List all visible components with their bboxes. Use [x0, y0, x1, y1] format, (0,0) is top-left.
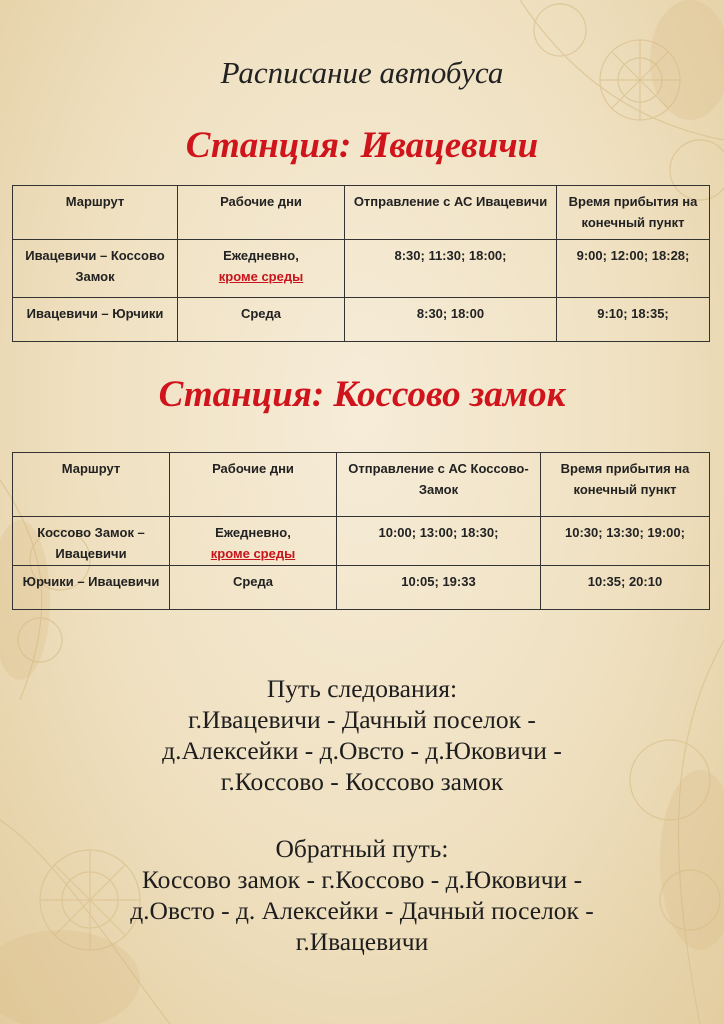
route-forward-heading: Путь следования:: [266, 674, 458, 703]
route-back-line: д.Овсто - д. Алексейки - Дачный поселок -: [130, 896, 594, 925]
header-cell: Маршрут: [13, 453, 170, 517]
table-row: [13, 240, 710, 298]
arrival-cell: 10:35; 20:10: [541, 566, 710, 610]
station-heading-kossovo-zamok: Станция: Коссово замок: [158, 374, 566, 415]
header-cell: Маршрут: [13, 186, 178, 240]
days-note-link[interactable]: кроме среды: [210, 546, 296, 561]
header-cell: Рабочие дни: [170, 453, 337, 517]
route-cell: Ивацевичи – Коссово Замок: [13, 240, 178, 298]
route-back-line: Коссово замок - г.Коссово - д.Юковичи -: [141, 865, 583, 894]
table-row: [13, 517, 710, 566]
table-header-row: [13, 186, 710, 240]
table-row: [13, 298, 710, 342]
arrival-cell: 9:10; 18:35;: [557, 298, 710, 342]
days-note-link[interactable]: кроме среды: [218, 269, 304, 284]
days-text: Ежедневно,: [215, 525, 291, 540]
table-header-row: [13, 453, 710, 517]
days-cell: Среда: [178, 298, 345, 342]
departure-cell: 8:30; 11:30; 18:00;: [345, 240, 557, 298]
schedule-table-ivatsevichi: [12, 185, 710, 342]
header-cell: Рабочие дни: [178, 186, 345, 240]
station-heading-ivatsevichi: Станция: Ивацевичи: [185, 125, 539, 166]
arrival-cell: 10:30; 13:30; 19:00;: [541, 517, 710, 566]
departure-cell: 10:05; 19:33: [337, 566, 541, 610]
table-row: [13, 566, 710, 610]
days-cell: [178, 240, 345, 298]
days-cell: [170, 517, 337, 566]
route-cell: Коссово Замок – Ивацевичи: [13, 517, 170, 566]
departure-cell: 8:30; 18:00: [345, 298, 557, 342]
header-cell: Отправление с АС Коссово-Замок: [337, 453, 541, 517]
route-cell: Ивацевичи – Юрчики: [13, 298, 178, 342]
route-back-line: г.Ивацевичи: [295, 927, 429, 956]
page-title: Расписание автобуса: [220, 55, 504, 90]
arrival-cell: 9:00; 12:00; 18:28;: [557, 240, 710, 298]
route-cell: Юрчики – Ивацевичи: [13, 566, 170, 610]
route-back: [0, 833, 724, 957]
schedule-table-kossovo-zamok: [12, 452, 710, 610]
route-forward-line: г.Ивацевичи - Дачный поселок -: [188, 705, 536, 734]
header-cell: Отправление с АС Ивацевичи: [345, 186, 557, 240]
days-text: Ежедневно,: [223, 248, 299, 263]
header-cell: Время прибытия на конечный пункт: [541, 453, 710, 517]
route-forward-line: д.Алексейки - д.Овсто - д.Юковичи -: [162, 736, 562, 765]
route-forward: [0, 673, 724, 797]
route-back-heading: Обратный путь:: [275, 834, 449, 863]
departure-cell: 10:00; 13:00; 18:30;: [337, 517, 541, 566]
days-cell: Среда: [170, 566, 337, 610]
route-forward-line: г.Коссово - Коссово замок: [220, 767, 504, 796]
header-cell: Время прибытия на конечный пункт: [557, 186, 710, 240]
